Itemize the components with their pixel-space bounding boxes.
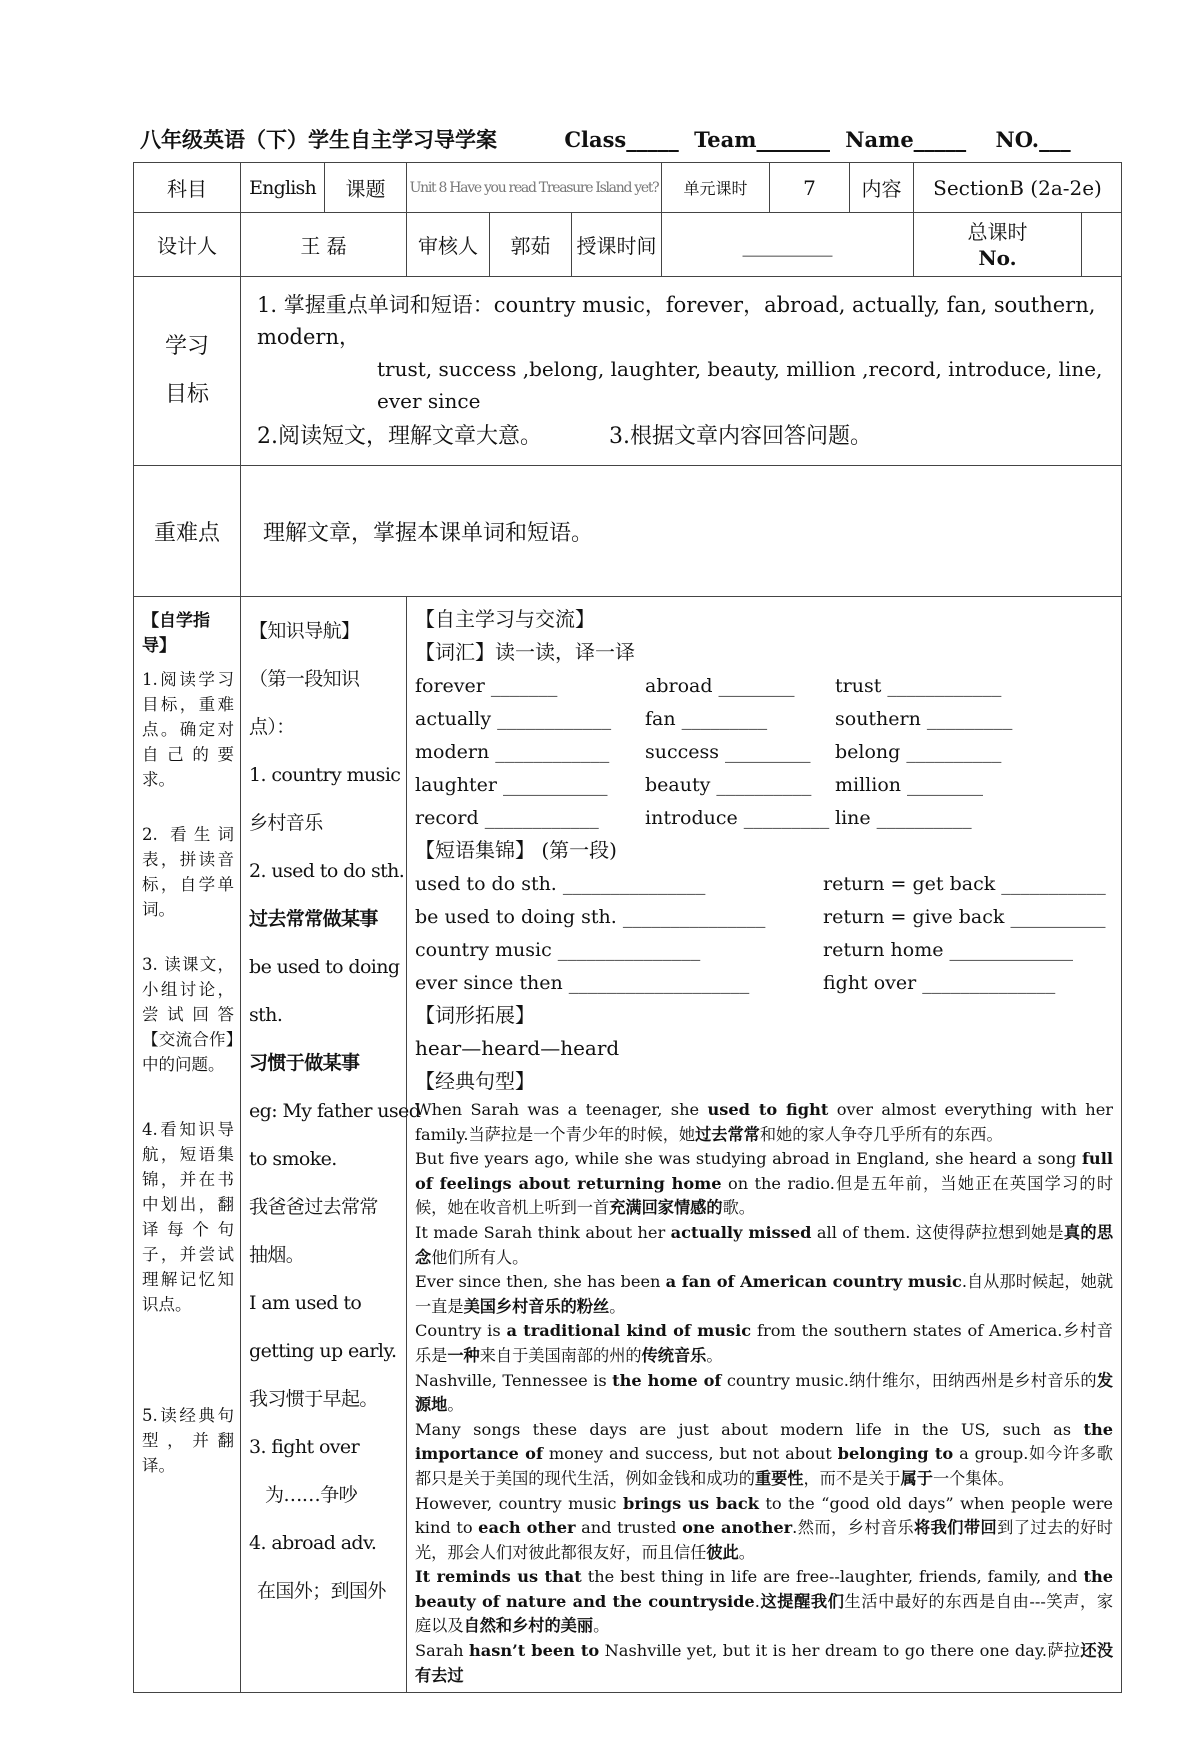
- class-time-value: _________: [662, 213, 914, 277]
- nav-line: 点）：: [249, 716, 295, 738]
- study-title: 【自主学习与交流】: [415, 607, 595, 631]
- page-header: [140, 124, 1071, 154]
- guide-title: 【自学指导】: [142, 611, 210, 656]
- sentence-title: 【经典句型】: [415, 1069, 535, 1093]
- nav-line: 抽烟。: [249, 1244, 305, 1266]
- sentence: But five years ago, while she was studying abroad in England, she heard a song full of feelings about returning home on the radio.但是五年前，当她正在英国学习的时候，她在收音机上听到一首充满回家情感的歌。: [415, 1149, 1114, 1218]
- nav-line: 习惯于做某事: [249, 1052, 360, 1074]
- phrase-item[interactable]: return = give back __________: [823, 905, 1106, 928]
- vocab-item[interactable]: record ____________: [415, 806, 599, 829]
- phrase-row: [415, 867, 1113, 900]
- phrase-row: [415, 966, 1113, 999]
- vocab-item[interactable]: laughter ___________: [415, 773, 608, 796]
- nav-line: 过去常常做某事: [249, 908, 378, 930]
- number-field: NO.___: [995, 127, 1071, 152]
- guide-item: 4.看知识导航，短语集锦，并在书中划出，翻译每个句子，并尝试理解记忆知识点。: [142, 1120, 234, 1314]
- sentence: When Sarah was a teenager, she used to fight over almost everything with her family.当萨拉是一个青少年的时候，她过去常常和她的家人争夺几乎所有的东西。: [415, 1100, 1114, 1144]
- study-exchange: [407, 597, 1122, 1693]
- key-points-label: 重难点: [134, 466, 241, 597]
- nav-line: 1. country music: [249, 764, 401, 786]
- vocab-item[interactable]: abroad ________: [645, 674, 795, 697]
- team-field: Team_______: [694, 127, 830, 152]
- nav-line: 2. used to do sth.: [249, 860, 405, 882]
- goal-line-3: 2.阅读短文，理解文章大意。 3.根据文章内容回答问题。: [257, 424, 872, 449]
- worksheet-table: [133, 162, 1122, 1693]
- sentence: Ever since then, she has been a fan of American country music.自从那时候起，她就一直是美国乡村音乐的粉丝。: [415, 1272, 1114, 1316]
- learning-goals: [241, 277, 1122, 466]
- phrase-item[interactable]: country music _______________: [415, 938, 701, 961]
- nav-line: 我习惯于早起。: [249, 1388, 378, 1410]
- phrase-item[interactable]: used to do sth. _______________: [415, 872, 706, 895]
- worksheet-title: 八年级英语（下）学生自主学习导学案: [140, 127, 497, 152]
- phrase-item[interactable]: be used to doing sth. _______________: [415, 905, 766, 928]
- phrase-row: [415, 900, 1113, 933]
- wordform-value: hear—heard—heard: [415, 1036, 620, 1060]
- guide-item: 3. 读课文，小组讨论，尝试回答【交流合作】中的问题。: [142, 955, 234, 1074]
- class-field: Class_____: [564, 127, 679, 152]
- total-period-blank: [1082, 213, 1122, 277]
- vocab-row: [415, 669, 1113, 702]
- nav-line: to smoke.: [249, 1148, 337, 1170]
- sentence: Country is a traditional kind of music from the southern states of America.乡村音乐是一种来自于美国南部的州的传统音乐。: [415, 1321, 1113, 1365]
- vocab-table: [415, 669, 1113, 834]
- nav-line: 【知识导航】: [249, 620, 360, 642]
- reviewer-value: 郭茹: [490, 213, 572, 277]
- goal-line-2: trust, success ,belong, laughter, beauty, million ,record, introduce, line, ever since: [377, 357, 1103, 413]
- guide-item: 5.读经典句型，并翻译。: [142, 1406, 234, 1475]
- sentence: It made Sarah think about her actually missed all of them. 这使得萨拉想到她是真的思念他们所有人。: [415, 1222, 1114, 1267]
- name-field: Name_____: [845, 127, 967, 152]
- vocab-item[interactable]: fan _________: [645, 707, 768, 730]
- classic-sentences: [415, 1098, 1113, 1688]
- vocab-row: [415, 801, 1113, 834]
- guide-item: 2. 看生词表，拼读音标，自学单词。: [142, 825, 234, 919]
- nav-line: 3. fight over: [249, 1436, 360, 1458]
- vocab-item[interactable]: beauty __________: [645, 773, 812, 796]
- wordform-title: 【词形拓展】: [415, 1003, 535, 1027]
- goal-line-1: 1. 掌握重点单词和短语：country music，forever，abroad, actually, fan, southern, modern，: [257, 293, 1096, 349]
- designer-label: 设计人: [134, 213, 241, 277]
- sentence: Many songs these days are just about modern life in the US, such as the importance of money and success, but not about belonging to a group.如今许多歌都只是关于美国的现代生活，例如金钱和成功的重要性，而不是关于属于一个集体。: [415, 1419, 1114, 1488]
- sentence: It reminds us that the best thing in life are free--laughter, friends, family, and the beauty of nature and the countryside.这提醒我们生活中最好的东西是自由---笑声，家庭以及自然和乡村的美丽。: [415, 1567, 1114, 1636]
- nav-line: 4. abroad adv.: [249, 1532, 377, 1554]
- nav-line: eg: My father used: [249, 1100, 421, 1122]
- vocab-row: [415, 768, 1113, 801]
- content-label: 内容: [850, 163, 914, 213]
- phrase-item[interactable]: fight over ______________: [823, 971, 1056, 994]
- sentence: However, country music brings us back to the “good old days” when people were kind to each other and trusted one another.然而，乡村音乐将我们带回到了过去的好时光，那会人们对彼此都很友好，而且信任彼此。: [415, 1493, 1114, 1562]
- self-study-guide: [134, 597, 241, 1693]
- topic-value: Unit 8 Have you read Treasure Island yet?: [407, 163, 662, 213]
- unit-period-value: 7: [770, 163, 850, 213]
- vocab-row: [415, 735, 1113, 768]
- vocab-item[interactable]: actually ____________: [415, 707, 612, 730]
- nav-line: sth.: [249, 1004, 283, 1026]
- vocab-title: 【词汇】读一读，译一译: [415, 640, 635, 664]
- subject-label: 科目: [134, 163, 241, 213]
- vocab-row: [415, 702, 1113, 735]
- nav-line: 我爸爸过去常常: [249, 1196, 378, 1218]
- key-points-text: 理解文章，掌握本课单词和短语。: [241, 466, 1122, 597]
- reviewer-label: 审核人: [407, 213, 490, 277]
- phrase-item[interactable]: return = get back ___________: [823, 872, 1106, 895]
- nav-line: 为……争吵: [265, 1484, 358, 1506]
- total-period-label: 总课时: [967, 219, 1028, 244]
- total-period-cell: [914, 213, 1082, 277]
- nav-line: be used to doing: [249, 956, 400, 978]
- nav-line: 在国外；到国外: [257, 1580, 386, 1602]
- vocab-item[interactable]: million ________: [835, 773, 984, 796]
- guide-item: 1.阅读学习目标，重难点。确定对自己的要求。: [142, 670, 234, 789]
- total-period-no: No.: [978, 245, 1017, 270]
- vocab-item[interactable]: success _________: [645, 740, 811, 763]
- topic-label: 课题: [325, 163, 407, 213]
- phrase-row: [415, 933, 1113, 966]
- vocab-item[interactable]: line __________: [835, 806, 972, 829]
- nav-line: 乡村音乐: [249, 812, 323, 834]
- vocab-item[interactable]: belong __________: [835, 740, 1002, 763]
- sentence: Sarah hasn’t been to Nashville yet, but it is her dream to go there one day.萨拉还没有去过: [415, 1641, 1114, 1685]
- vocab-item[interactable]: introduce _________: [645, 806, 830, 829]
- nav-line: （第一段知识: [249, 668, 360, 690]
- knowledge-navigation: [241, 597, 421, 1693]
- phrase-item[interactable]: return home _____________: [823, 938, 1074, 961]
- nav-line: getting up early.: [249, 1340, 397, 1362]
- designer-value: 王 磊: [241, 213, 407, 277]
- vocab-item[interactable]: forever _______: [415, 674, 558, 697]
- goals-label: 学习目标: [134, 277, 241, 466]
- class-time-label: 授课时间: [572, 213, 662, 277]
- content-value: SectionB (2a-2e): [914, 163, 1122, 213]
- unit-period-label: 单元课时: [662, 163, 770, 213]
- phrase-item[interactable]: ever since then ___________________: [415, 971, 750, 994]
- subject-value: English: [241, 163, 325, 213]
- phrase-title: 【短语集锦】 (第一段): [415, 838, 617, 862]
- vocab-item[interactable]: southern _________: [835, 707, 1013, 730]
- vocab-item[interactable]: trust ____________: [835, 674, 1002, 697]
- nav-line: I am used to: [249, 1292, 362, 1314]
- sentence: Nashville, Tennessee is the home of country music.纳什维尔，田纳西州是乡村音乐的发源地。: [415, 1370, 1114, 1415]
- phrase-table: [415, 867, 1113, 999]
- vocab-item[interactable]: modern ____________: [415, 740, 610, 763]
